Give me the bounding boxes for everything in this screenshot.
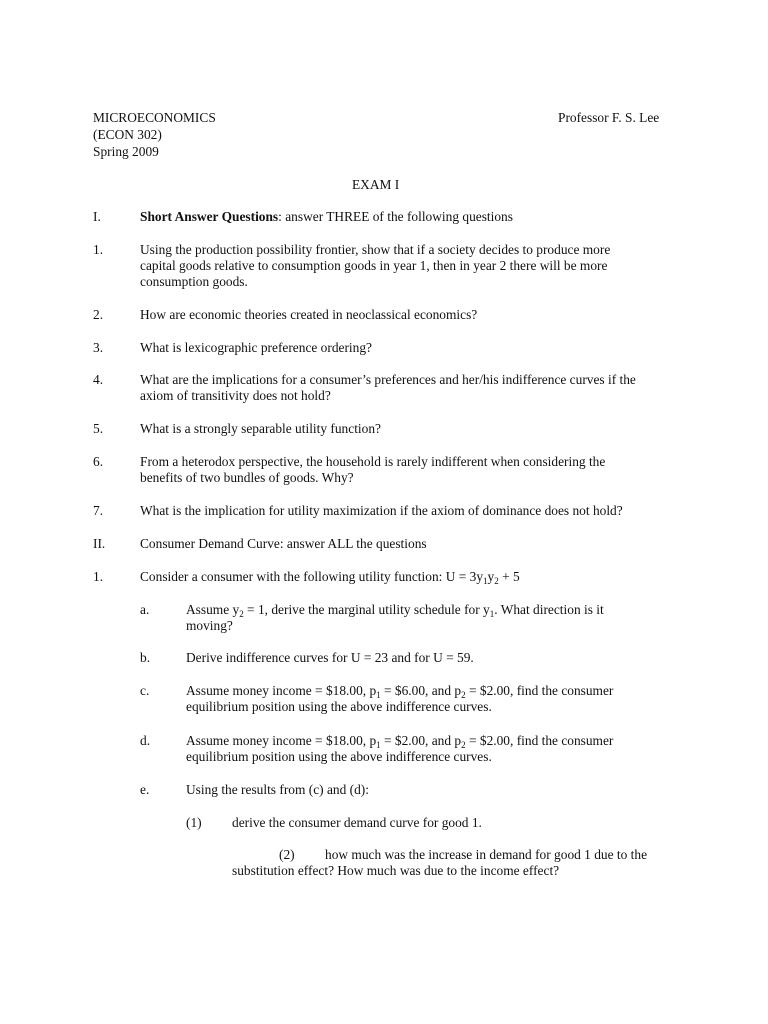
subscript: 2 [239, 609, 244, 619]
part-label-a: a. [140, 602, 150, 617]
question-text-line: benefits of two bundles of goods. Why? [140, 470, 354, 485]
exam-title: EXAM I [352, 177, 400, 192]
question-number: 1. [93, 569, 104, 584]
subpart-2-text: how much was the increase in demand for good 1 due to the [325, 847, 648, 862]
question-text-line: capital goods relative to consumption goods in year 1, then in year 2 there will be more [140, 258, 608, 273]
question-text-line: How are economic theories created in neoclassical economics? [140, 307, 478, 322]
subscript: 1 [489, 609, 495, 619]
question-number: 4. [93, 372, 104, 387]
question-number: 2. [93, 307, 104, 322]
subpart-2-line-2: substitution effect? How much was due to the income effect? [232, 863, 560, 878]
subscript: 1 [376, 690, 381, 700]
subscript: 1 [376, 740, 381, 750]
text: = $2.00, find the consumer [465, 683, 614, 698]
question-text-line: What is the implication for utility maximization if the axiom of dominance does not hold? [140, 503, 623, 518]
subscript: 2 [461, 740, 466, 750]
question-number: 3. [93, 340, 104, 355]
question-text-line: What are the implications for a consumer’s preferences and her/his indifference curves if the [140, 372, 636, 387]
subscript: 1 [483, 576, 488, 586]
question-number: 5. [93, 421, 104, 436]
part-d-line-1 [186, 733, 613, 749]
utility-function-y2: y [487, 569, 495, 584]
question-text-line: What is lexicographic preference ordering? [140, 340, 372, 355]
subpart-1-text: derive the consumer demand curve for good 1. [232, 815, 482, 830]
section-2-numeral: II. [93, 536, 106, 551]
course-code: (ECON 302) [93, 127, 162, 142]
question-text-line: axiom of transitivity does not hold? [140, 388, 331, 403]
part-label-b: b. [140, 650, 151, 665]
question-number: 7. [93, 503, 104, 518]
subpart-label-1: (1) [186, 815, 202, 830]
part-d-line-2: equilibrium position using the above indifference curves. [186, 749, 492, 764]
section-1-instruction: : answer THREE of the following questions [278, 209, 513, 224]
question-text-line: From a heterodox perspective, the household is rarely indifferent when considering the [140, 454, 606, 469]
question-text [140, 569, 520, 585]
text: Assume money income = $18.00, p [186, 733, 377, 748]
part-b-line-1: Derive indifference curves for U = 23 and for U = 59. [186, 650, 474, 665]
text: Assume y [186, 602, 240, 617]
part-a-line-2: moving? [186, 618, 233, 633]
subscript: 2 [461, 690, 466, 700]
text: = 1, derive the marginal utility schedule for y [243, 602, 490, 617]
text: Assume money income = $18.00, p [186, 683, 377, 698]
question-text-line: Using the production possibility frontier, show that if a society decides to produce more [140, 242, 611, 257]
question-text-line: consumption goods. [140, 274, 248, 289]
subscript: 2 [494, 576, 499, 586]
subpart-label-2: (2) [279, 847, 295, 862]
part-label-e: e. [140, 782, 150, 797]
question-number: 6. [93, 454, 104, 469]
professor-name: Professor F. S. Lee [558, 110, 660, 125]
term: Spring 2009 [93, 144, 159, 159]
part-a-line-1 [186, 602, 604, 618]
question-text-line: What is a strongly separable utility function? [140, 421, 381, 436]
section-1-heading-bold: Short Answer Questions [140, 209, 279, 224]
text: = $2.00, and p [380, 733, 462, 748]
question-number: 1. [93, 242, 104, 257]
utility-function-text: Consider a consumer with the following utility function: U = 3y [140, 569, 484, 584]
text: = $6.00, and p [380, 683, 462, 698]
part-c-line-2: equilibrium position using the above indifference curves. [186, 699, 492, 714]
part-e-line-1: Using the results from (c) and (d): [186, 782, 369, 797]
section-2-heading: Consumer Demand Curve: answer ALL the questions [140, 536, 427, 551]
text: . What direction is it [494, 602, 604, 617]
part-c-line-1 [186, 683, 613, 699]
section-1-numeral: I. [93, 209, 101, 224]
text: = $2.00, find the consumer [465, 733, 614, 748]
course-title: MICROECONOMICS [93, 110, 216, 125]
section-1-heading [140, 209, 513, 225]
utility-function-tail: + 5 [498, 569, 520, 584]
part-label-d: d. [140, 733, 151, 748]
part-label-c: c. [140, 683, 150, 698]
